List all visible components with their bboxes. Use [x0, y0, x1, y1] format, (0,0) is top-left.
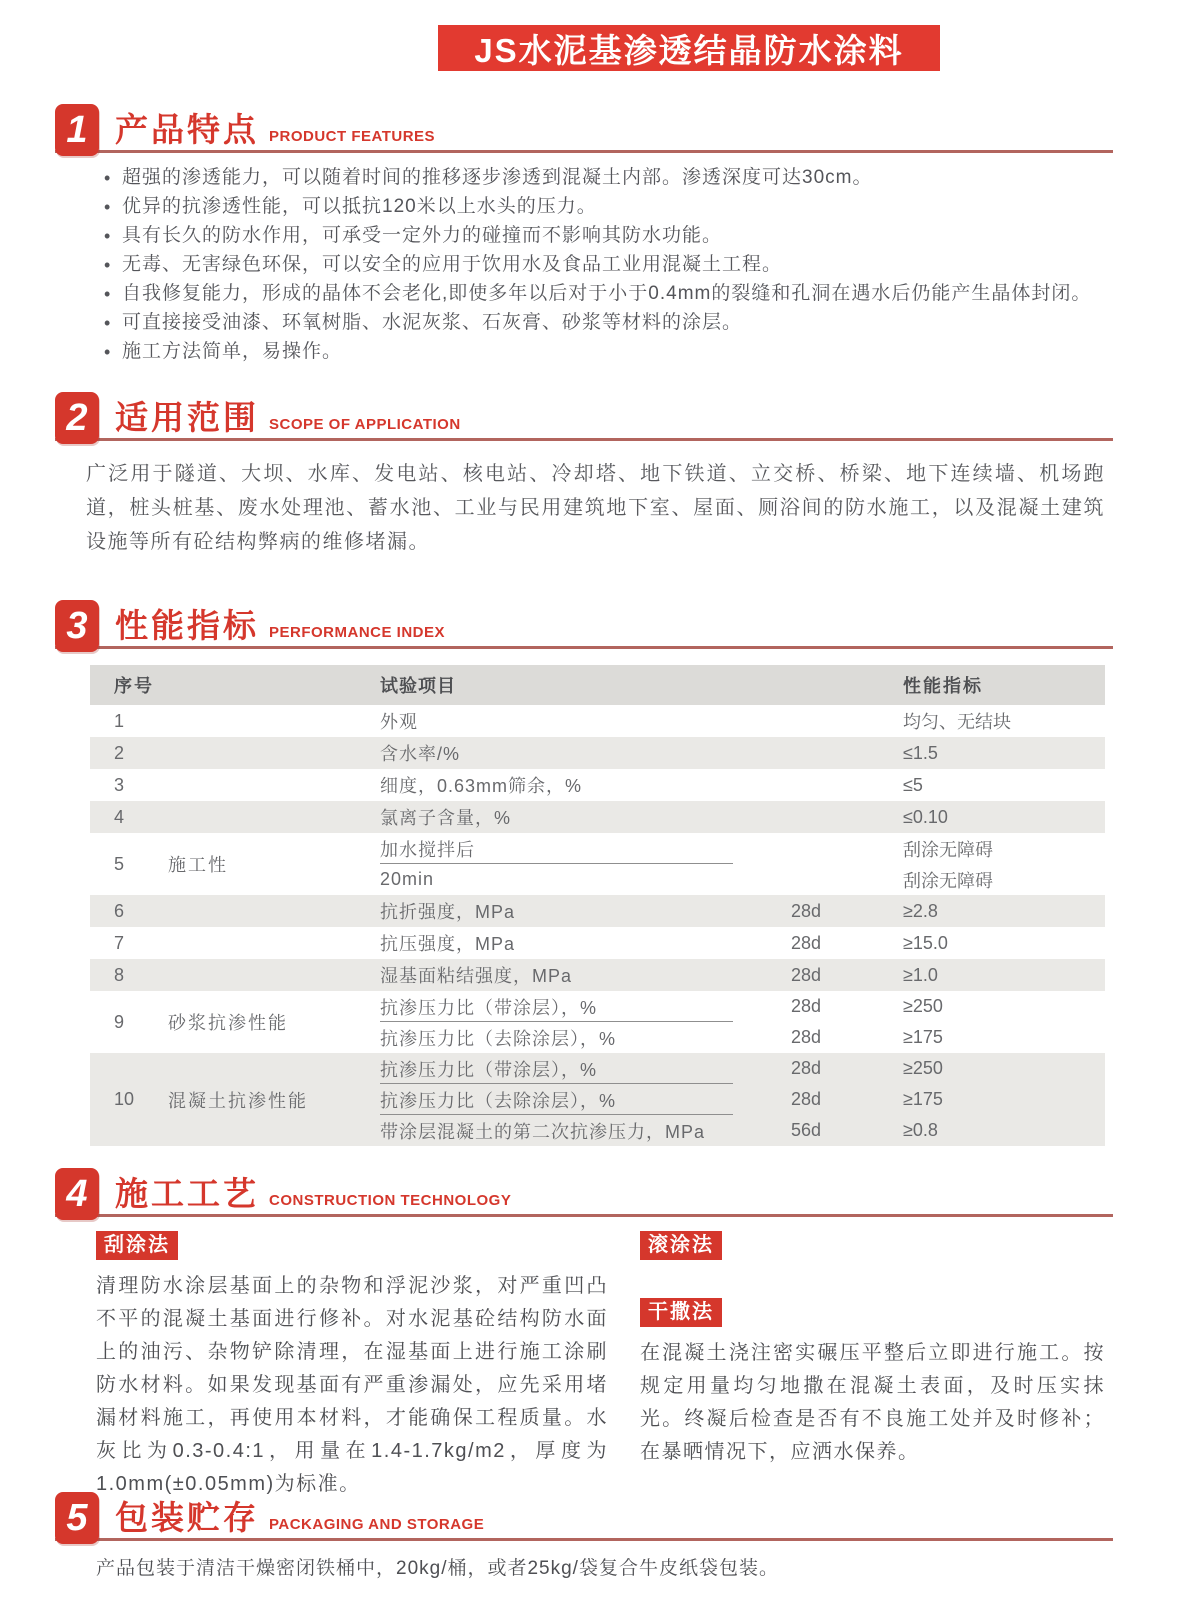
- section-scope: [0, 392, 1189, 559]
- cell-item: 带涂层混凝土的第二次抗渗压力，MPa: [380, 1121, 706, 1142]
- section-title: 性能指标: [115, 607, 259, 644]
- table-subrow: [380, 864, 1105, 895]
- table-row: [90, 705, 1105, 737]
- cell-age: 28d: [791, 1058, 822, 1078]
- cell-group: [168, 895, 380, 927]
- subrow-group: [380, 991, 1105, 1053]
- cell-index: ≥1.0: [903, 964, 938, 985]
- table-row: [90, 927, 1105, 959]
- cell-group: [168, 737, 380, 769]
- feature-bullet: • 可直接接受油漆、环氧树脂、水泥灰浆、石灰膏、砂浆等材料的涂层。: [122, 312, 1119, 334]
- section-features: [0, 104, 1189, 370]
- table-row: [90, 737, 1105, 769]
- method-label-dry: 干撒法: [640, 1298, 722, 1327]
- cell-index: ≤0.10: [903, 806, 948, 827]
- table-row: [90, 959, 1105, 991]
- table-subrow: [380, 1084, 1105, 1115]
- cell-index: ≤1.5: [903, 742, 938, 763]
- section-features-header: [55, 104, 1113, 153]
- cell-item: 抗渗压力比（带涂层），%: [380, 997, 598, 1018]
- table-subrow: [380, 833, 1105, 864]
- cell-no: 9: [114, 1011, 125, 1032]
- method-right-column: [640, 1231, 1105, 1501]
- cell-index: ≥175: [903, 1089, 943, 1109]
- cell-age: [791, 737, 903, 769]
- cell-age: 28d: [791, 964, 822, 985]
- packaging-paragraph: 产品包装于清洁干燥密闭铁桶中，20kg/桶，或者25kg/袋复合牛皮纸袋包装。: [96, 1558, 779, 1579]
- cell-group: [168, 959, 380, 991]
- section-subtitle-en: CONSTRUCTION TECHNOLOGY: [269, 1192, 512, 1209]
- table-header-row: [90, 665, 1105, 705]
- section-construction: [0, 1168, 1189, 1501]
- cell-age: [791, 864, 903, 895]
- cell-group: [168, 801, 380, 833]
- feature-bullet: • 自我修复能力，形成的晶体不会老化,即使多年以后对于小于0.4mm的裂缝和孔洞在遇水后仍能产生晶体封闭。: [122, 283, 1119, 305]
- cell-item: 细度，0.63mm筛余，%: [380, 776, 583, 796]
- table-header-item: 试验项目: [380, 676, 456, 696]
- section-number-badge: 1: [55, 104, 99, 156]
- table-header-no: 序号: [114, 676, 154, 696]
- cell-no: 8: [114, 964, 125, 985]
- cell-item: 抗压强度，MPa: [380, 934, 516, 954]
- feature-bullet: • 施工方法简单，易操作。: [122, 341, 1119, 363]
- cell-age: 28d: [791, 996, 822, 1016]
- method-label-roll: 滚涂法: [640, 1231, 722, 1260]
- method-scrape-column: [96, 1231, 608, 1501]
- cell-no: 10: [114, 1089, 135, 1109]
- cell-no: 1: [114, 710, 125, 731]
- table-header-group: [168, 665, 380, 705]
- table-subrow: [380, 1115, 1105, 1146]
- cell-age: [791, 769, 903, 801]
- cell-age: 28d: [791, 932, 822, 953]
- section-subtitle-en: PACKAGING AND STORAGE: [269, 1516, 485, 1533]
- construction-methods: [96, 1231, 1105, 1501]
- table-row: [90, 1053, 1105, 1146]
- subrow-main: [380, 833, 903, 864]
- subrow-main: [380, 1022, 903, 1053]
- cell-index: ≥250: [903, 996, 943, 1016]
- cell-group: [168, 927, 380, 959]
- method-scrape-paragraph: 清理防水涂层基面上的杂物和浮泥沙浆，对严重凹凸不平的混凝土基面进行修补。对水泥基砼结构防水面上的油污、杂物铲除清理，在湿基面上进行施工涂刷防水材料。如果发现基面有严重渗漏处，应先采用堵漏材料施工，再使用本材料，才能确保工程质量。水灰比为0.3-0.4:1，用量在1.4-1.7kg/m2，厚度为1.0mm(±0.05mm)为标准。: [96, 1275, 608, 1495]
- cell-index: 刮涂无障碍: [903, 870, 993, 891]
- subrow-main: [380, 1115, 903, 1146]
- subrow-group: [380, 833, 1105, 895]
- section-performance: [0, 600, 1189, 1146]
- cell-no: 2: [114, 742, 125, 763]
- section-number-badge: 3: [55, 600, 99, 652]
- section-title: 包装贮存: [115, 1499, 259, 1536]
- cell-item: 湿基面粘结强度，MPa: [380, 966, 573, 986]
- table-subrow: [380, 1053, 1105, 1084]
- feature-list: [122, 167, 1119, 363]
- cell-item: 加水搅拌后: [380, 839, 475, 860]
- method-dry-paragraph: 在混凝土浇注密实碾压平整后立即进行施工。按规定用量均匀地撒在混凝土表面，及时压实抹光。终凝后检查是否有不良施工处并及时修补；在暴晒情况下，应洒水保养。: [640, 1342, 1105, 1463]
- table-subrow: [380, 1022, 1105, 1053]
- spacer: [640, 1260, 1105, 1298]
- section-title: 产品特点: [115, 111, 259, 148]
- table-row: [90, 769, 1105, 801]
- cell-index: ≤5: [903, 774, 923, 795]
- cell-no: 4: [114, 806, 125, 827]
- subrow-main: [380, 864, 903, 895]
- section-title: 施工工艺: [115, 1175, 259, 1212]
- scope-paragraph: 广泛用于隧道、大坝、水库、发电站、核电站、冷却塔、地下铁道、立交桥、桥梁、地下连续墙、机场跑道，桩头桩基、废水处理池、蓄水池、工业与民用建筑地下室、屋面、厕浴间的防水施工，以及混凝土建筑设施等所有砼结构弊病的维修堵漏。: [86, 463, 1105, 553]
- cell-age: 28d: [791, 900, 822, 921]
- section-construction-header: [55, 1168, 1113, 1217]
- method-label-scrape: 刮涂法: [96, 1231, 178, 1260]
- subrow-main: [380, 991, 903, 1022]
- feature-bullet: • 超强的渗透能力，可以随着时间的推移逐步渗透到混凝土内部。渗透深度可达30cm。: [122, 167, 1119, 189]
- table-row: [90, 833, 1105, 895]
- cell-age: [791, 801, 903, 833]
- cell-item: 外观: [380, 712, 418, 732]
- cell-item: 抗折强度，MPa: [380, 902, 516, 922]
- section-subtitle-en: SCOPE OF APPLICATION: [269, 416, 461, 433]
- cell-age: 56d: [791, 1120, 822, 1140]
- cell-item: 氯离子含量，%: [380, 808, 512, 828]
- cell-item: 20min: [380, 869, 435, 889]
- table-row: [90, 895, 1105, 927]
- cell-age: 28d: [791, 1089, 822, 1109]
- cell-no: 3: [114, 774, 125, 795]
- cell-index: ≥2.8: [903, 900, 938, 921]
- section-subtitle-en: PERFORMANCE INDEX: [269, 624, 446, 641]
- cell-item: 抗渗压力比（去除涂层），%: [380, 1090, 617, 1111]
- section-packaging-header: [55, 1492, 1113, 1541]
- table-row: [90, 801, 1105, 833]
- performance-table: [90, 665, 1105, 1146]
- cell-index: 刮涂无障碍: [903, 839, 993, 860]
- subrow-main: [380, 1084, 903, 1115]
- section-packaging: [0, 1492, 1189, 1580]
- cell-group: 砂浆抗渗性能: [168, 1013, 288, 1033]
- section-number-badge: 5: [55, 1492, 99, 1544]
- cell-group: [168, 705, 380, 737]
- section-number-badge: 2: [55, 392, 99, 444]
- cell-no: 6: [114, 900, 125, 921]
- cell-index: ≥15.0: [903, 932, 948, 953]
- cell-index: ≥0.8: [903, 1120, 938, 1140]
- section-subtitle-en: PRODUCT FEATURES: [269, 128, 436, 145]
- table-header-age: [791, 665, 903, 705]
- table-row: [90, 991, 1105, 1053]
- title-banner: JS水泥基渗透结晶防水涂料: [438, 25, 940, 71]
- section-title: 适用范围: [115, 399, 259, 436]
- table-header-index: 性能指标: [903, 676, 983, 696]
- cell-group: 混凝土抗渗性能: [168, 1090, 308, 1111]
- cell-item: 含水率/%: [380, 744, 461, 764]
- feature-bullet: • 具有长久的防水作用，可承受一定外力的碰撞而不影响其防水功能。: [122, 225, 1119, 247]
- cell-no: 7: [114, 932, 125, 953]
- cell-index: ≥175: [903, 1027, 943, 1047]
- feature-bullet: • 无毒、无害绿色环保，可以安全的应用于饮用水及食品工业用混凝土工程。: [122, 254, 1119, 276]
- cell-index: ≥250: [903, 1058, 943, 1078]
- section-number-badge: 4: [55, 1168, 99, 1220]
- cell-item: 抗渗压力比（去除涂层），%: [380, 1028, 617, 1049]
- feature-bullet: • 优异的抗渗透性能，可以抵抗120米以上水头的压力。: [122, 196, 1119, 218]
- subrow-main: [380, 1053, 903, 1084]
- cell-index: 均匀、无结块: [903, 712, 1011, 732]
- section-scope-header: [55, 392, 1113, 441]
- cell-no: 5: [114, 853, 125, 874]
- cell-group: 施工性: [168, 855, 228, 875]
- cell-age: [791, 833, 903, 864]
- section-performance-header: [55, 600, 1113, 649]
- subrow-group: [380, 1053, 1105, 1146]
- cell-age: 28d: [791, 1027, 822, 1047]
- cell-item: 抗渗压力比（带涂层），%: [380, 1059, 598, 1080]
- cell-group: [168, 769, 380, 801]
- table-subrow: [380, 991, 1105, 1022]
- cell-age: [791, 705, 903, 737]
